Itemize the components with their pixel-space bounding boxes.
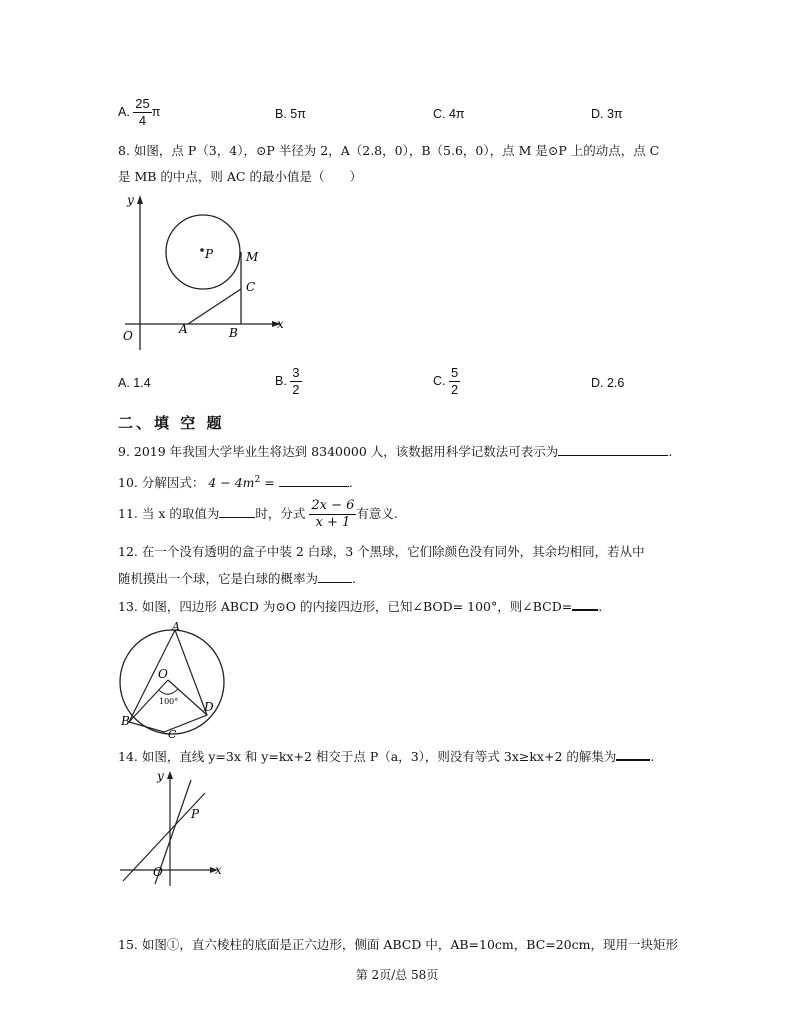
q11-text-3: 有意义.	[356, 506, 398, 521]
q8-stem-line1: 8. 如图，点 P（3，4），⊙P 半径为 2，A（2.8，0），B（5.6，0），点 M 是⊙P 上的动点，点 C	[118, 143, 660, 158]
label-b: B	[121, 714, 130, 728]
label-m: M	[246, 250, 259, 264]
q13-text: 13. 如图，四边形 ABCD 为⊙O 的内接四边形，已知∠BOD= 100°，则∠BCD=	[118, 599, 573, 614]
q8-option-a: A. 1.4	[118, 376, 151, 390]
section-heading: 二、填 空 题	[118, 414, 225, 432]
label-b: B	[229, 326, 238, 340]
denominator: 4	[138, 113, 147, 128]
q11-stem	[118, 498, 398, 531]
fraction	[449, 365, 460, 398]
q12-stem-line1: 12. 在一个没有透明的盒子中装 2 白球，3 个黑球，它们除颜色没有同外，其余均相同，若从中	[118, 544, 645, 559]
label-d: D	[204, 700, 214, 714]
numerator: 2x − 6	[311, 498, 355, 513]
page-footer: 第 2页/总 58页	[355, 968, 439, 982]
q12-stem-line2	[118, 570, 356, 588]
segment-ac	[188, 289, 241, 324]
label-o: O	[153, 865, 163, 879]
q14-text: 14. 如图，直线 y=3x 和 y=kx+2 相交于点 P（a，3），则没有等式 3x≥kx+2 的解集为	[118, 749, 617, 764]
q8-figure	[115, 190, 285, 355]
q9-stem	[118, 443, 672, 461]
q13-stem	[118, 597, 602, 616]
circle-p	[166, 215, 240, 289]
q8-option-b	[275, 365, 302, 398]
answer-blank[interactable]	[219, 505, 255, 518]
q7-option-c: C. 4π	[433, 107, 465, 121]
denominator: x + 1	[315, 515, 351, 530]
label-x: x	[215, 863, 222, 877]
q10-end: .	[348, 475, 353, 491]
label-y: y	[157, 769, 164, 783]
q10-expression: 4 − 4m	[208, 475, 255, 491]
q14-stem	[118, 747, 654, 766]
q13-end: .	[598, 599, 603, 614]
denominator: 2	[292, 382, 300, 397]
q12-text: 随机摸出一个球，它是白球的概率为	[118, 571, 319, 586]
quadrilateral-abcd	[129, 630, 207, 732]
option-label: A.	[118, 104, 130, 119]
center-p	[200, 248, 204, 252]
denominator: 2	[450, 382, 459, 397]
option-label: C.	[433, 373, 446, 388]
label-a: A	[172, 620, 180, 633]
label-x: x	[277, 317, 284, 331]
option-label: B.	[275, 373, 287, 388]
q10-text: 10. 分解因式：	[118, 475, 205, 491]
fraction	[133, 96, 151, 129]
label-c: C	[168, 728, 177, 739]
q14-figure	[115, 768, 225, 888]
label-y: y	[127, 193, 134, 207]
q10-equals: =	[260, 475, 279, 491]
q10-stem	[118, 471, 353, 492]
q14-end: .	[650, 749, 655, 764]
answer-blank[interactable]	[558, 443, 668, 456]
answer-blank[interactable]	[318, 570, 352, 583]
q9-text: 9. 2019 年我国大学毕业生将达到 8340000 人，该数据用科学记数法可表示为	[118, 444, 559, 459]
q11-text-1: 11. 当 x 的取值为	[118, 506, 220, 521]
q7-option-a	[118, 96, 160, 129]
y-axis-arrow	[167, 771, 173, 779]
angle-arc	[159, 689, 178, 694]
q8-stem-line2: 是 MB 的中点，则 AC 的最小值是（ ）	[118, 169, 362, 184]
q8-option-c	[433, 365, 460, 398]
label-p: P	[205, 247, 214, 261]
q12-end: .	[352, 571, 356, 586]
circle-o	[120, 630, 224, 734]
q9-end: .	[668, 444, 673, 459]
q15-stem: 15. 如图①，直六棱柱的底面是正六边形，侧面 ABCD 中，AB=10cm，BC=20cm，现用一块矩形	[118, 937, 678, 952]
q13-figure	[112, 617, 236, 739]
label-o: O	[123, 329, 133, 343]
label-p: P	[191, 807, 200, 821]
fraction	[290, 365, 301, 398]
numerator: 3	[292, 365, 300, 380]
pi-symbol: π	[151, 104, 161, 119]
numerator: 25	[135, 96, 150, 111]
q10-exponent: 2	[254, 475, 261, 485]
y-axis-arrow	[137, 195, 143, 204]
label-o: O	[158, 667, 168, 681]
q11-text-2: 时，分式	[255, 506, 306, 521]
answer-blank[interactable]	[616, 747, 650, 761]
answer-blank[interactable]	[572, 597, 598, 611]
label-a: A	[179, 322, 188, 336]
label-c: C	[246, 280, 256, 294]
label-angle: 100°	[159, 697, 179, 706]
answer-blank[interactable]	[279, 474, 349, 487]
q7-option-b: B. 5π	[275, 107, 306, 121]
q7-option-d: D. 3π	[591, 107, 623, 121]
fraction	[309, 498, 356, 531]
q8-option-d: D. 2.6	[591, 376, 625, 390]
numerator: 5	[450, 365, 459, 380]
